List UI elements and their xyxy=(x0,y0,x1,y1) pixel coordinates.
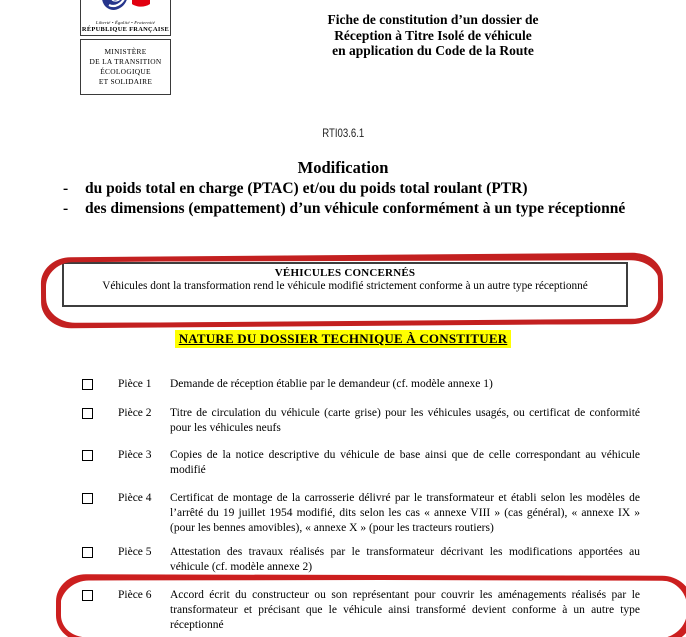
piece-checkbox[interactable] xyxy=(82,450,93,461)
piece-checkbox[interactable] xyxy=(82,379,93,390)
piece-text: Certificat de montage de la carrosserie délivré par le transformateur et établi selon les modèles de l’arrêté du 19 juillet 1954 modifié, dits selon les cas « annexe VIII » (cas général), « annexe IX » (pour les bennes amovibles), « annexe X » (pour les tracteurs routiers) xyxy=(170,492,640,534)
dash-marker: - xyxy=(63,200,69,217)
document-title-line: en application du Code de la Route xyxy=(332,43,534,58)
bullet-item xyxy=(0,199,645,219)
piece-label: Pièce 6 xyxy=(118,589,152,601)
vehicles-box-title: VÉHICULES CONCERNÉS xyxy=(274,267,416,279)
section-heading: NATURE DU DOSSIER TECHNIQUE À CONSTITUER xyxy=(175,330,512,348)
piece-row xyxy=(0,588,686,632)
piece-row xyxy=(0,406,686,436)
vehicles-box-body: Véhicules dont la transformation rend le véhicule modifié strictement conforme à un autre type réceptionné xyxy=(102,280,588,292)
piece-checkbox[interactable] xyxy=(82,547,93,558)
piece-label: Pièce 3 xyxy=(118,449,152,461)
bullet-text: des dimensions (empattement) d’un véhicule conformément à un type réceptionné xyxy=(85,200,626,217)
document-title xyxy=(180,12,686,59)
piece-checkbox[interactable] xyxy=(82,408,93,419)
ministry-line: ÉCOLOGIQUE xyxy=(100,67,151,76)
piece-text: Copies de la notice descriptive du véhicule de base ainsi que de celle correspondant au véhicule modifié xyxy=(170,449,640,476)
modification-heading: Modification xyxy=(297,158,389,177)
piece-text: Demande de réception établie par le demandeur (cf. modèle annexe 1) xyxy=(170,378,493,390)
republic-logo-box xyxy=(80,0,171,36)
republic-motto: Liberté • Égalité • Fraternité xyxy=(95,20,156,25)
piece-checkbox[interactable] xyxy=(82,493,93,504)
bullet-text: du poids total en charge (PTAC) et/ou du poids total roulant (PTR) xyxy=(85,180,528,197)
document-title-line: Fiche de constitution d’un dossier de xyxy=(327,12,539,27)
reference-code xyxy=(0,126,686,140)
ministry-line: DE LA TRANSITION xyxy=(89,57,162,66)
french-republic-emblem-icon xyxy=(102,0,150,19)
piece-row xyxy=(0,491,686,535)
piece-checkbox[interactable] xyxy=(82,590,93,601)
bullet-item xyxy=(0,179,645,199)
piece-row xyxy=(0,448,686,478)
ministry-name-box xyxy=(80,39,171,95)
ministry-line: ET SOLIDAIRE xyxy=(98,77,153,86)
piece-text: Accord écrit du constructeur ou son représentant pour couvrir les aménagements réalisés par le transformateur et précisant que le véhicule ainsi transformé devient conforme à un autre type réceptionné xyxy=(170,589,640,631)
ministry-line: MINISTÈRE xyxy=(104,47,147,56)
dash-marker: - xyxy=(63,180,69,197)
piece-label: Pièce 5 xyxy=(118,546,152,558)
piece-row xyxy=(0,545,686,575)
piece-row xyxy=(0,377,686,392)
piece-label: Pièce 4 xyxy=(118,492,152,504)
document-title-line: Réception à Titre Isolé de véhicule xyxy=(334,27,532,43)
piece-label: Pièce 2 xyxy=(118,407,152,419)
piece-text: Attestation des travaux réalisés par le transformateur décrivant les modifications apportées au véhicule (cf. modèle annexe 2) xyxy=(170,546,640,573)
republic-name: RÉPUBLIQUE FRANÇAISE xyxy=(81,26,170,33)
vehicles-box xyxy=(62,262,628,307)
piece-text: Titre de circulation du véhicule (carte grise) pour les véhicules usagés, ou certificat de conformité pour les véhicules neufs xyxy=(170,407,640,434)
reference-code-text: RTI03.6.1 xyxy=(321,126,364,140)
piece-label: Pièce 1 xyxy=(118,378,152,390)
section-heading-row xyxy=(0,330,686,348)
modification-bullet-list xyxy=(0,179,686,219)
